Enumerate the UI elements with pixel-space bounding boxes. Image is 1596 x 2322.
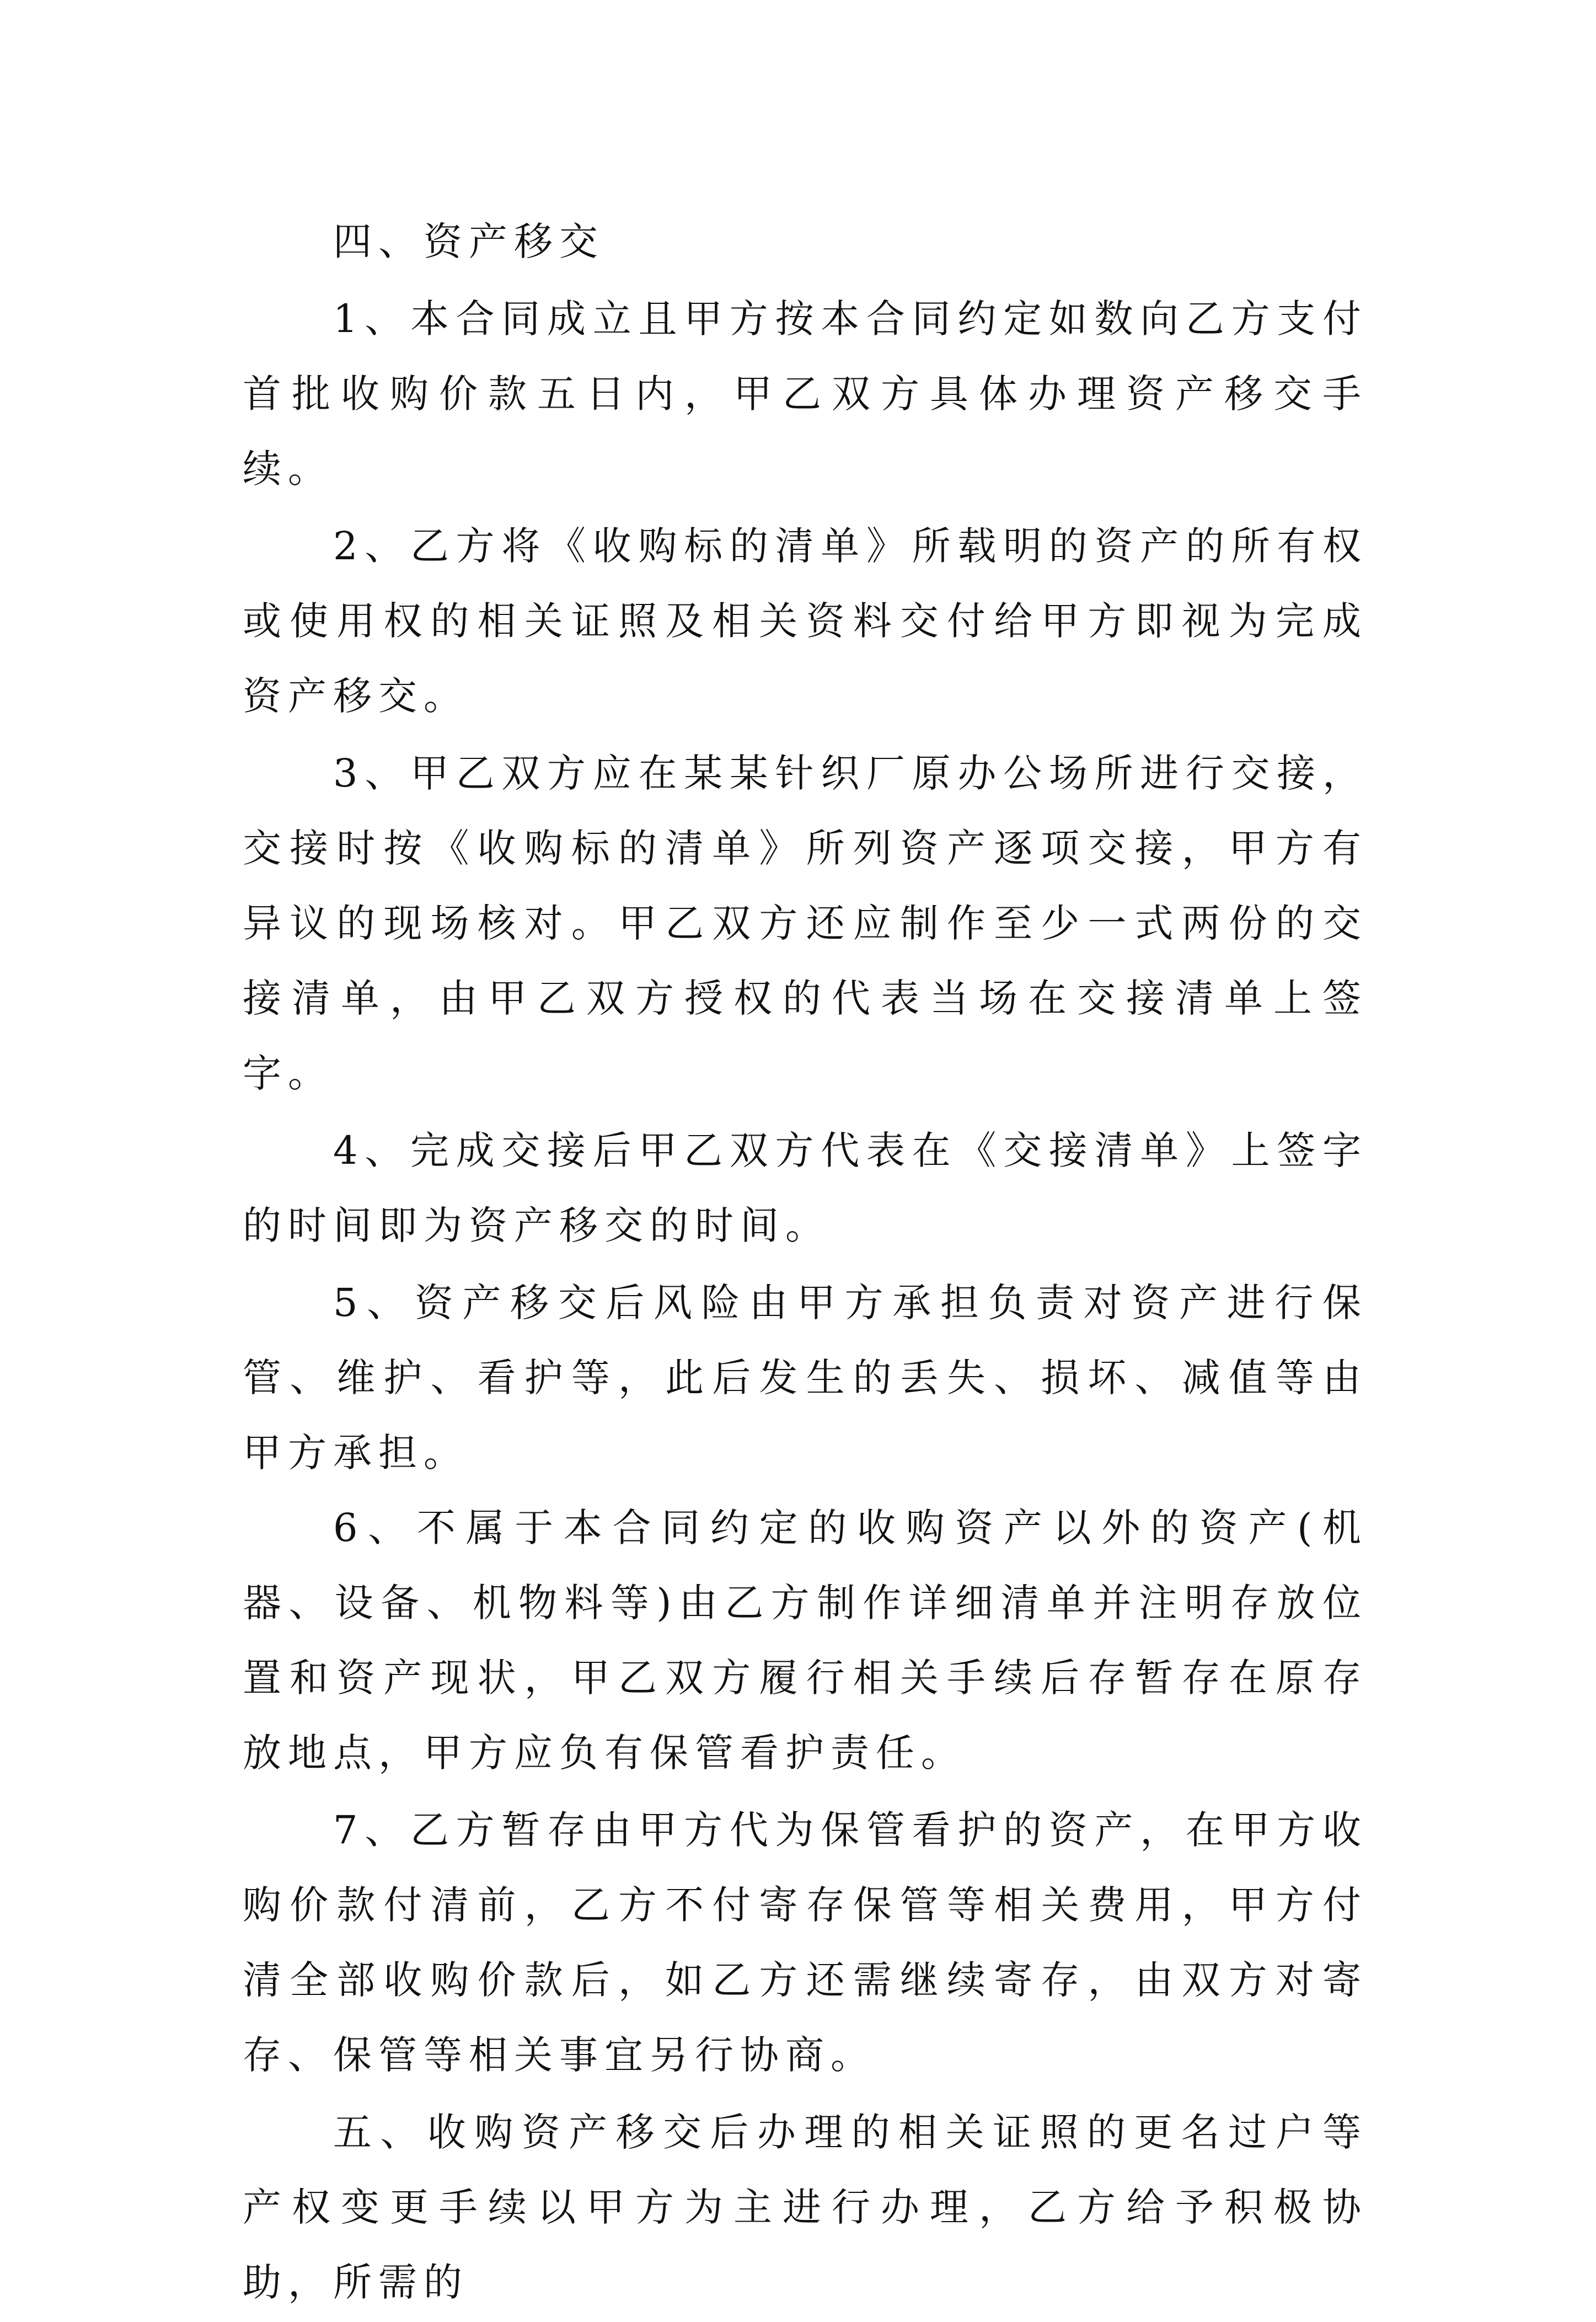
paragraph-item-5: 5、资产移交后风险由甲方承担负责对资产进行保管、维护、看护等，此后发生的丢失、损坏、减值等由甲方承担。 (243, 1280, 1368, 1475)
paragraph-item-1: 1、本合同成立且甲方按本合同约定如数向乙方支付首批收购价款五日内，甲乙双方具体办理资产移交手续。 (243, 296, 1368, 491)
document-body (243, 204, 1368, 2322)
paragraph-item-2: 2、乙方将《收购标的清单》所载明的资产的所有权或使用权的相关证照及相关资料交付给甲方即视为完成资产移交。 (243, 523, 1368, 719)
paragraph-item-7: 7、乙方暂存由甲方代为保管看护的资产，在甲方收购价款付清前，乙方不付寄存保管等相关费用，甲方付清全部收购价款后，如乙方还需继续寄存，由双方对寄存、保管等相关事宜另行协商。 (243, 1807, 1368, 2078)
paragraph-item-3: 3、甲乙双方应在某某针织厂原办公场所进行交接，交接时按《收购标的清单》所列资产逐项交接，甲方有异议的现场核对。甲乙双方还应制作至少一式两份的交接清单，由甲乙双方授权的代表当场在交接清单上签字。 (243, 751, 1368, 1096)
paragraph-item-4: 4、完成交接后甲乙双方代表在《交接清单》上签字的时间即为资产移交的时间。 (243, 1128, 1368, 1248)
paragraph-item-6: 6、不属于本合同约定的收购资产以外的资产(机器、设备、机物料等)由乙方制作详细清单并注明存放位置和资产现状，甲乙双方履行相关手续后存暂存在原存放地点，甲方应负有保管看护责任。 (243, 1505, 1368, 1775)
section-4-heading: 四、资产移交 (333, 219, 604, 264)
section-5-paragraph: 五、收购资产移交后办理的相关证照的更名过户等产权变更手续以甲方为主进行办理，乙方给予积极协助，所需的 (243, 2110, 1368, 2305)
